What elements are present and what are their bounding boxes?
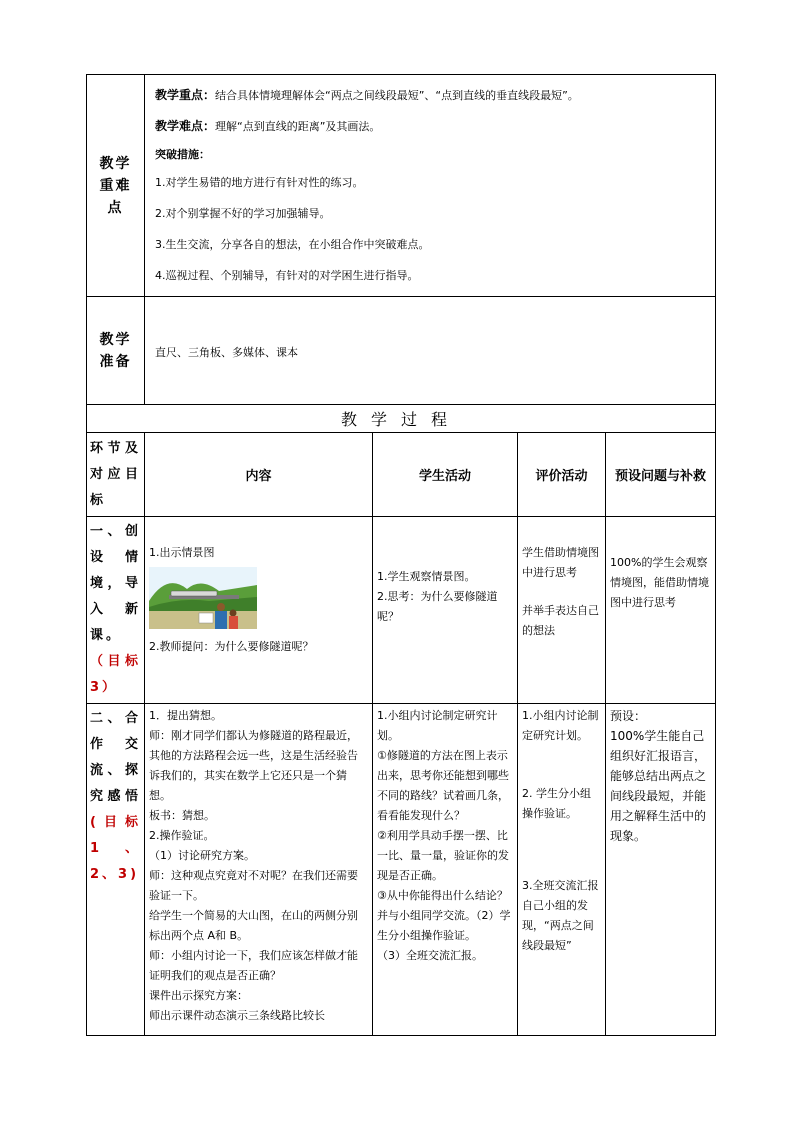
row2-preset-line: 100%学生能自己组织好汇报语言，能够总结出两点之间线段最短，并能用之解释生活中的现象。 — [610, 729, 707, 843]
row1-student-line: 2.思考：为什么要修隧道呢？ — [377, 590, 498, 623]
row1-preset-cell — [606, 517, 716, 704]
preparation-label: 教学 准备 — [99, 331, 132, 370]
row1-evaluation-line: 学生借助情境图中进行思考 — [522, 546, 599, 579]
row2-content-line: 给学生一个简易的大山图，在山的两侧分别标出两个点 A和 B。 — [149, 909, 358, 942]
row2-preset-line: 预设： — [610, 709, 647, 723]
key-points-cell — [145, 75, 716, 297]
row2-evaluation-line: 2. 学生分小组操作验证。 — [522, 787, 591, 820]
row2-evaluation-line: 1.小组内讨论制定研究计划。 — [522, 709, 599, 742]
scene-illustration — [149, 567, 257, 629]
row1-content-line: 1.出示情景图 — [149, 546, 215, 559]
key-points-label-cell — [87, 75, 145, 297]
focus-label: 教学重点： — [155, 88, 216, 102]
row2-content-line: 2.操作验证。 — [149, 829, 215, 842]
row1-preset-text: 100%的学生会观察情境图，能借助情境图中进行思考 — [610, 556, 709, 609]
column-header-content: 内容 — [145, 433, 373, 517]
measure-item: 3.生生交流，分享各自的想法，在小组合作中突破难点。 — [155, 238, 430, 251]
row2-content-line: （1）讨论研究方案。 — [149, 849, 255, 862]
row2-student-cell — [373, 704, 518, 1036]
stage-1-label: 一、创设情境，导入新课。 — [90, 524, 141, 643]
row1-evaluation-cell — [518, 517, 606, 704]
focus-text: 结合具体情境理解体会“两点之间线段最短”、“点到直线的垂直线段最短”。 — [215, 89, 579, 102]
row2-student-line: 1.小组内讨论制定研究计划。 — [377, 709, 498, 742]
lesson-plan-table — [86, 74, 716, 1036]
row2-content-line: 1．提出猜想。 — [149, 709, 222, 722]
row1-evaluation-line: 并举手表达自己的想法 — [522, 604, 599, 637]
measures-label: 突破措施： — [155, 148, 210, 161]
process-title: 教学过程 — [87, 405, 716, 433]
difficulty-label: 教学难点： — [155, 119, 216, 133]
column-header-stage: 环节及对应目标 — [87, 433, 145, 517]
column-header-student: 学生活动 — [373, 433, 518, 517]
row2-student-line: ①修隧道的方法在图上表示出来，思考你还能想到哪些不同的路线？试着画几条，看看能发现什么？ — [377, 749, 509, 822]
row1-content-cell — [145, 517, 373, 704]
measure-item: 4.巡视过程、个别辅导，有针对的对学困生进行指导。 — [155, 269, 419, 282]
stage-1-target: （目标3） — [90, 654, 141, 695]
row2-content-line: 课件出示探究方案： — [149, 989, 248, 1002]
row2-content-line: 师：小组内讨论一下，我们应该怎样做才能证明我们的观点是否正确？ — [149, 949, 358, 982]
preparation-cell — [145, 297, 716, 405]
row2-content-line: 师：刚才同学们都认为修隧道的路程最近，其他的方法路程会远一些，这是生活经验告诉我们的，其实在数学上它还只是一个猜想。 — [149, 729, 358, 802]
row2-evaluation-line: 3.全班交流汇报自己小组的发现，“两点之间线段最短” — [522, 879, 599, 952]
row2-preset-cell — [606, 704, 716, 1036]
row2-content-line: 板书：猜想。 — [149, 809, 215, 822]
difficulty-text: 理解“点到直线的距离”及其画法。 — [215, 120, 381, 133]
row1-student-cell — [373, 517, 518, 704]
row2-student-line: （3）全班交流汇报。 — [377, 949, 483, 962]
row2-evaluation-cell — [518, 704, 606, 1036]
preparation-text: 直尺、三角板、多媒体、课本 — [155, 345, 298, 359]
stage-1-cell — [87, 517, 145, 704]
row2-content-line: 师出示课件动态演示三条线路比较长 — [149, 1009, 325, 1022]
measure-item: 1.对学生易错的地方进行有针对性的练习。 — [155, 176, 364, 189]
key-points-label: 教学 重难 点 — [99, 155, 132, 216]
column-header-preset: 预设问题与补救 — [606, 433, 716, 517]
row2-content-line: 师：这种观点究竟对不对呢？在我们还需要验证一下。 — [149, 869, 358, 902]
row2-student-line: ③从中你能得出什么结论？并与小组同学交流。（2）学生分小组操作验证。 — [377, 889, 511, 942]
stage-2-target: (目标1、2、3) — [90, 815, 141, 882]
stage-2-cell — [87, 704, 145, 1036]
row1-student-line: 1.学生观察情景图。 — [377, 570, 476, 583]
row2-student-line: ②利用学具动手摆一摆、比一比、量一量，验证你的发现是否正确。 — [377, 829, 509, 882]
preparation-label-cell — [87, 297, 145, 405]
row2-content-cell — [145, 704, 373, 1036]
row1-content-line: 2.教师提问：为什么要修隧道呢？ — [149, 640, 314, 653]
measure-item: 2.对个别掌握不好的学习加强辅导。 — [155, 207, 331, 220]
stage-2-label: 二、合作交流、探究感悟 — [90, 711, 141, 804]
column-header-evaluation: 评价活动 — [518, 433, 606, 517]
